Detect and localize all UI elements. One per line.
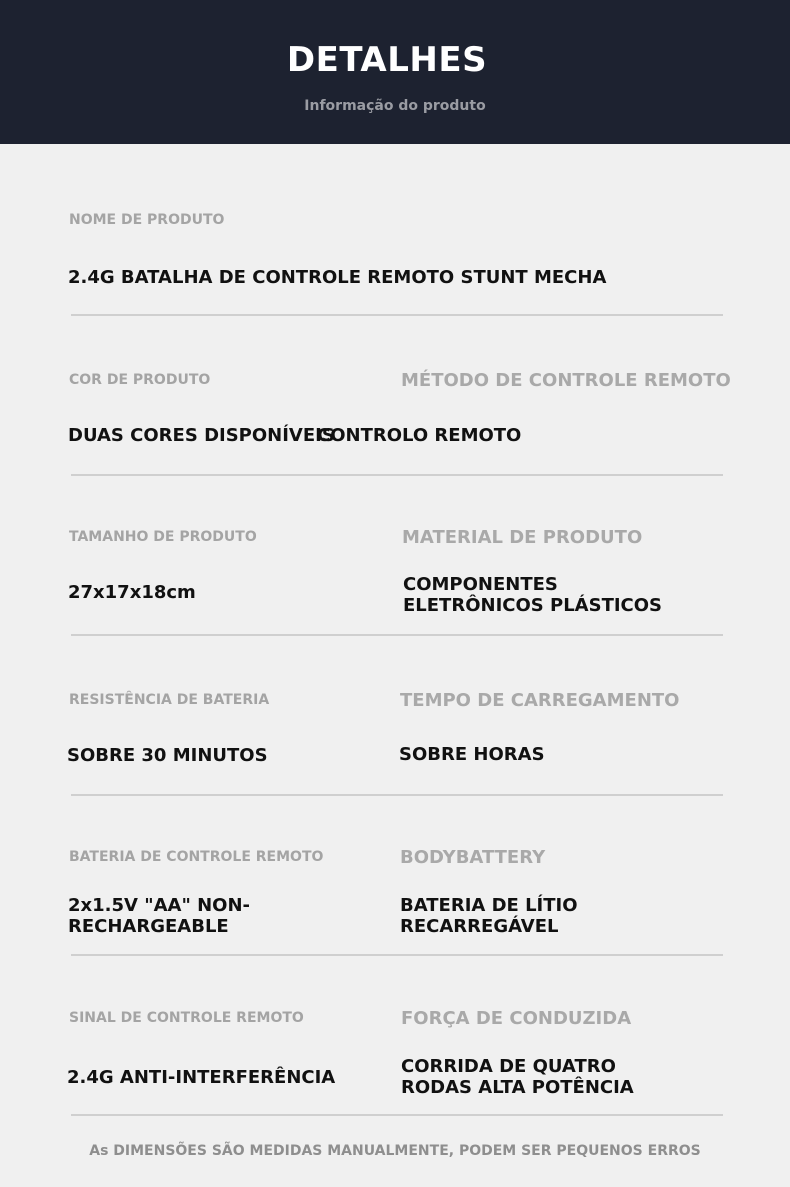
product-color-value: DUAS CORES DISPONÍVEIS bbox=[68, 425, 335, 446]
control-method-value: CONTROLO REMOTO bbox=[317, 425, 522, 446]
product-color-label: COR DE PRODUTO bbox=[69, 372, 211, 388]
divider bbox=[71, 314, 723, 316]
divider bbox=[71, 794, 723, 796]
product-size-value: 27x17x18cm bbox=[68, 582, 196, 603]
product-size-label: TAMANHO DE PRODUTO bbox=[69, 529, 257, 545]
page-header bbox=[0, 0, 790, 144]
footer-disclaimer: As DIMENSÕES SÃO MEDIDAS MANUALMENTE, PODEM SER PEQUENOS ERROS bbox=[89, 1143, 701, 1159]
remote-signal-value: 2.4G ANTI-INTERFERÊNCIA bbox=[67, 1067, 336, 1088]
control-method-label: MÉTODO DE CONTROLE REMOTO bbox=[401, 370, 731, 391]
battery-endurance-label: RESISTÊNCIA DE BATERIA bbox=[69, 692, 270, 708]
product-material-value: COMPONENTES ELETRÔNICOS PLÁSTICOS bbox=[403, 574, 663, 616]
page-subtitle: Informação do produto bbox=[304, 98, 486, 114]
body-battery-value: BATERIA DE LÍTIO RECARREGÁVEL bbox=[400, 895, 578, 937]
body-battery-label: BODYBATTERY bbox=[400, 847, 546, 868]
drive-power-value: CORRIDA DE QUATRO RODAS ALTA POTÊNCIA bbox=[401, 1056, 634, 1098]
remote-battery-label: BATERIA DE CONTROLE REMOTO bbox=[69, 849, 324, 865]
charging-time-label: TEMPO DE CARREGAMENTO bbox=[400, 690, 680, 711]
drive-power-label: FORÇA DE CONDUZIDA bbox=[401, 1008, 632, 1029]
charging-time-value: SOBRE HORAS bbox=[399, 744, 545, 765]
divider bbox=[71, 474, 723, 476]
product-material-label: MATERIAL DE PRODUTO bbox=[402, 527, 643, 548]
battery-endurance-value: SOBRE 30 MINUTOS bbox=[67, 745, 268, 766]
product-name-value: 2.4G BATALHA DE CONTROLE REMOTO STUNT MECHA bbox=[68, 267, 607, 288]
product-name-label: NOME DE PRODUTO bbox=[69, 212, 225, 228]
divider bbox=[71, 634, 723, 636]
page-title: DETALHES bbox=[286, 40, 488, 80]
remote-signal-label: SINAL DE CONTROLE REMOTO bbox=[69, 1010, 304, 1026]
remote-battery-value: 2x1.5V "AA" NON-RECHARGEABLE bbox=[68, 895, 251, 937]
divider bbox=[71, 954, 723, 956]
divider bbox=[71, 1114, 723, 1116]
